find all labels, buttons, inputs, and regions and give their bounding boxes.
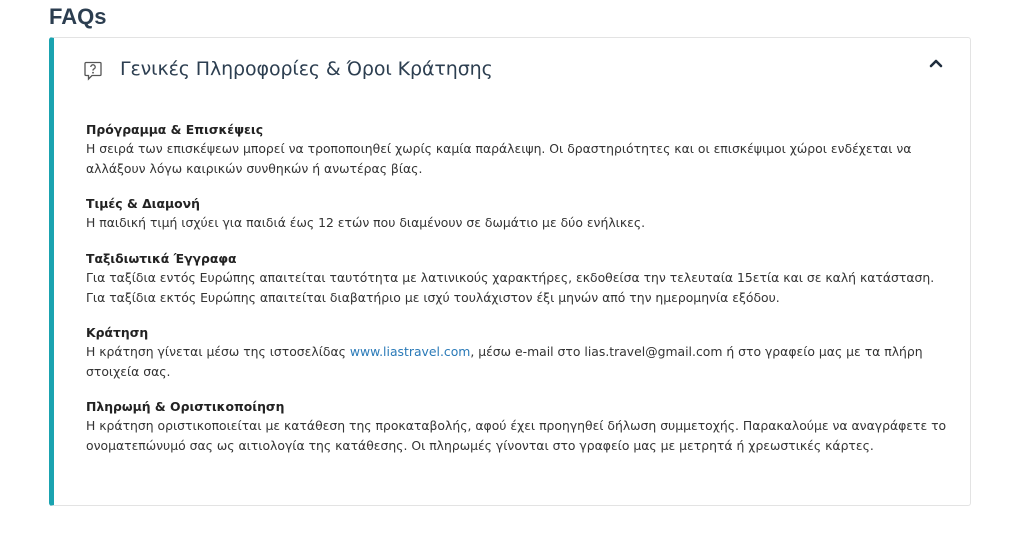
section-text: Η παιδική τιμή ισχύει για παιδιά έως 12 ετών που διαμένουν σε δωμάτιο με δύο ενήλικες. (86, 215, 646, 230)
section-title: Τιμές & Διαμονή (86, 196, 200, 211)
question-bubble-icon (84, 61, 102, 81)
section-text: Η κράτηση οριστικοποιείται με κατάθεση της προκαταβολής, αφού έχει προηγηθεί δήλωση συμμετοχής. Παρακαλούμε να αναγράφετε το ονοματεπώνυμό σας ως αιτιολογία της κατάθεσης. Οι πληρωμές γίνονται στο γραφείο μας με μετρητά ή χρεωστικές κάρτες. (86, 418, 947, 453)
faq-accordion (49, 37, 971, 506)
website-link[interactable]: www.liastravel.com (349, 344, 471, 359)
chevron-up-icon[interactable] (928, 56, 944, 68)
section-title: Ταξιδιωτικά Έγγραφα (86, 251, 237, 266)
section-text (86, 342, 956, 382)
faq-section-documents (86, 250, 956, 308)
faq-section-payment (86, 398, 956, 456)
section-title: Πληρωμή & Οριστικοποίηση (86, 399, 285, 414)
section-title: Κράτηση (86, 325, 149, 340)
section-title: Πρόγραμμα & Επισκέψεις (86, 122, 264, 137)
booking-text-after: , μέσω e-mail στο lias.travel@gmail.com ή στο γραφείο μας με τα πλήρη στοιχεία σας. (86, 344, 923, 379)
section-text: Για ταξίδια εντός Ευρώπης απαιτείται ταυτότητα με λατινικούς χαρακτήρες, εκδοθείσα την τελευταία 15ετία και σε καλή κατάσταση. Για ταξίδια εκτός Ευρώπης απαιτείται διαβατήριο με ισχύ τουλάχιστον έξι μηνών από την ημερομηνία εξόδου. (86, 270, 935, 305)
accordion-body (86, 121, 956, 472)
page-title: FAQs (49, 4, 107, 29)
faq-section-program (86, 121, 956, 179)
section-text: Η σειρά των επισκέψεων μπορεί να τροποποιηθεί χωρίς καμία παράλειψη. Οι δραστηριότητες και οι επισκέψιμοι χώροι ενδέχεται να αλλάξουν λόγω καιρικών συνθηκών ή ανωτέρας βίας. (86, 141, 912, 176)
faq-section-booking (86, 324, 956, 382)
accordion-header[interactable] (54, 38, 970, 102)
accordion-title: Γενικές Πληροφορίες & Όροι Κράτησης (120, 58, 493, 80)
booking-text-before: Η κράτηση γίνεται μέσω της ιστοσελίδας (86, 344, 350, 359)
faq-section-prices (86, 195, 956, 233)
